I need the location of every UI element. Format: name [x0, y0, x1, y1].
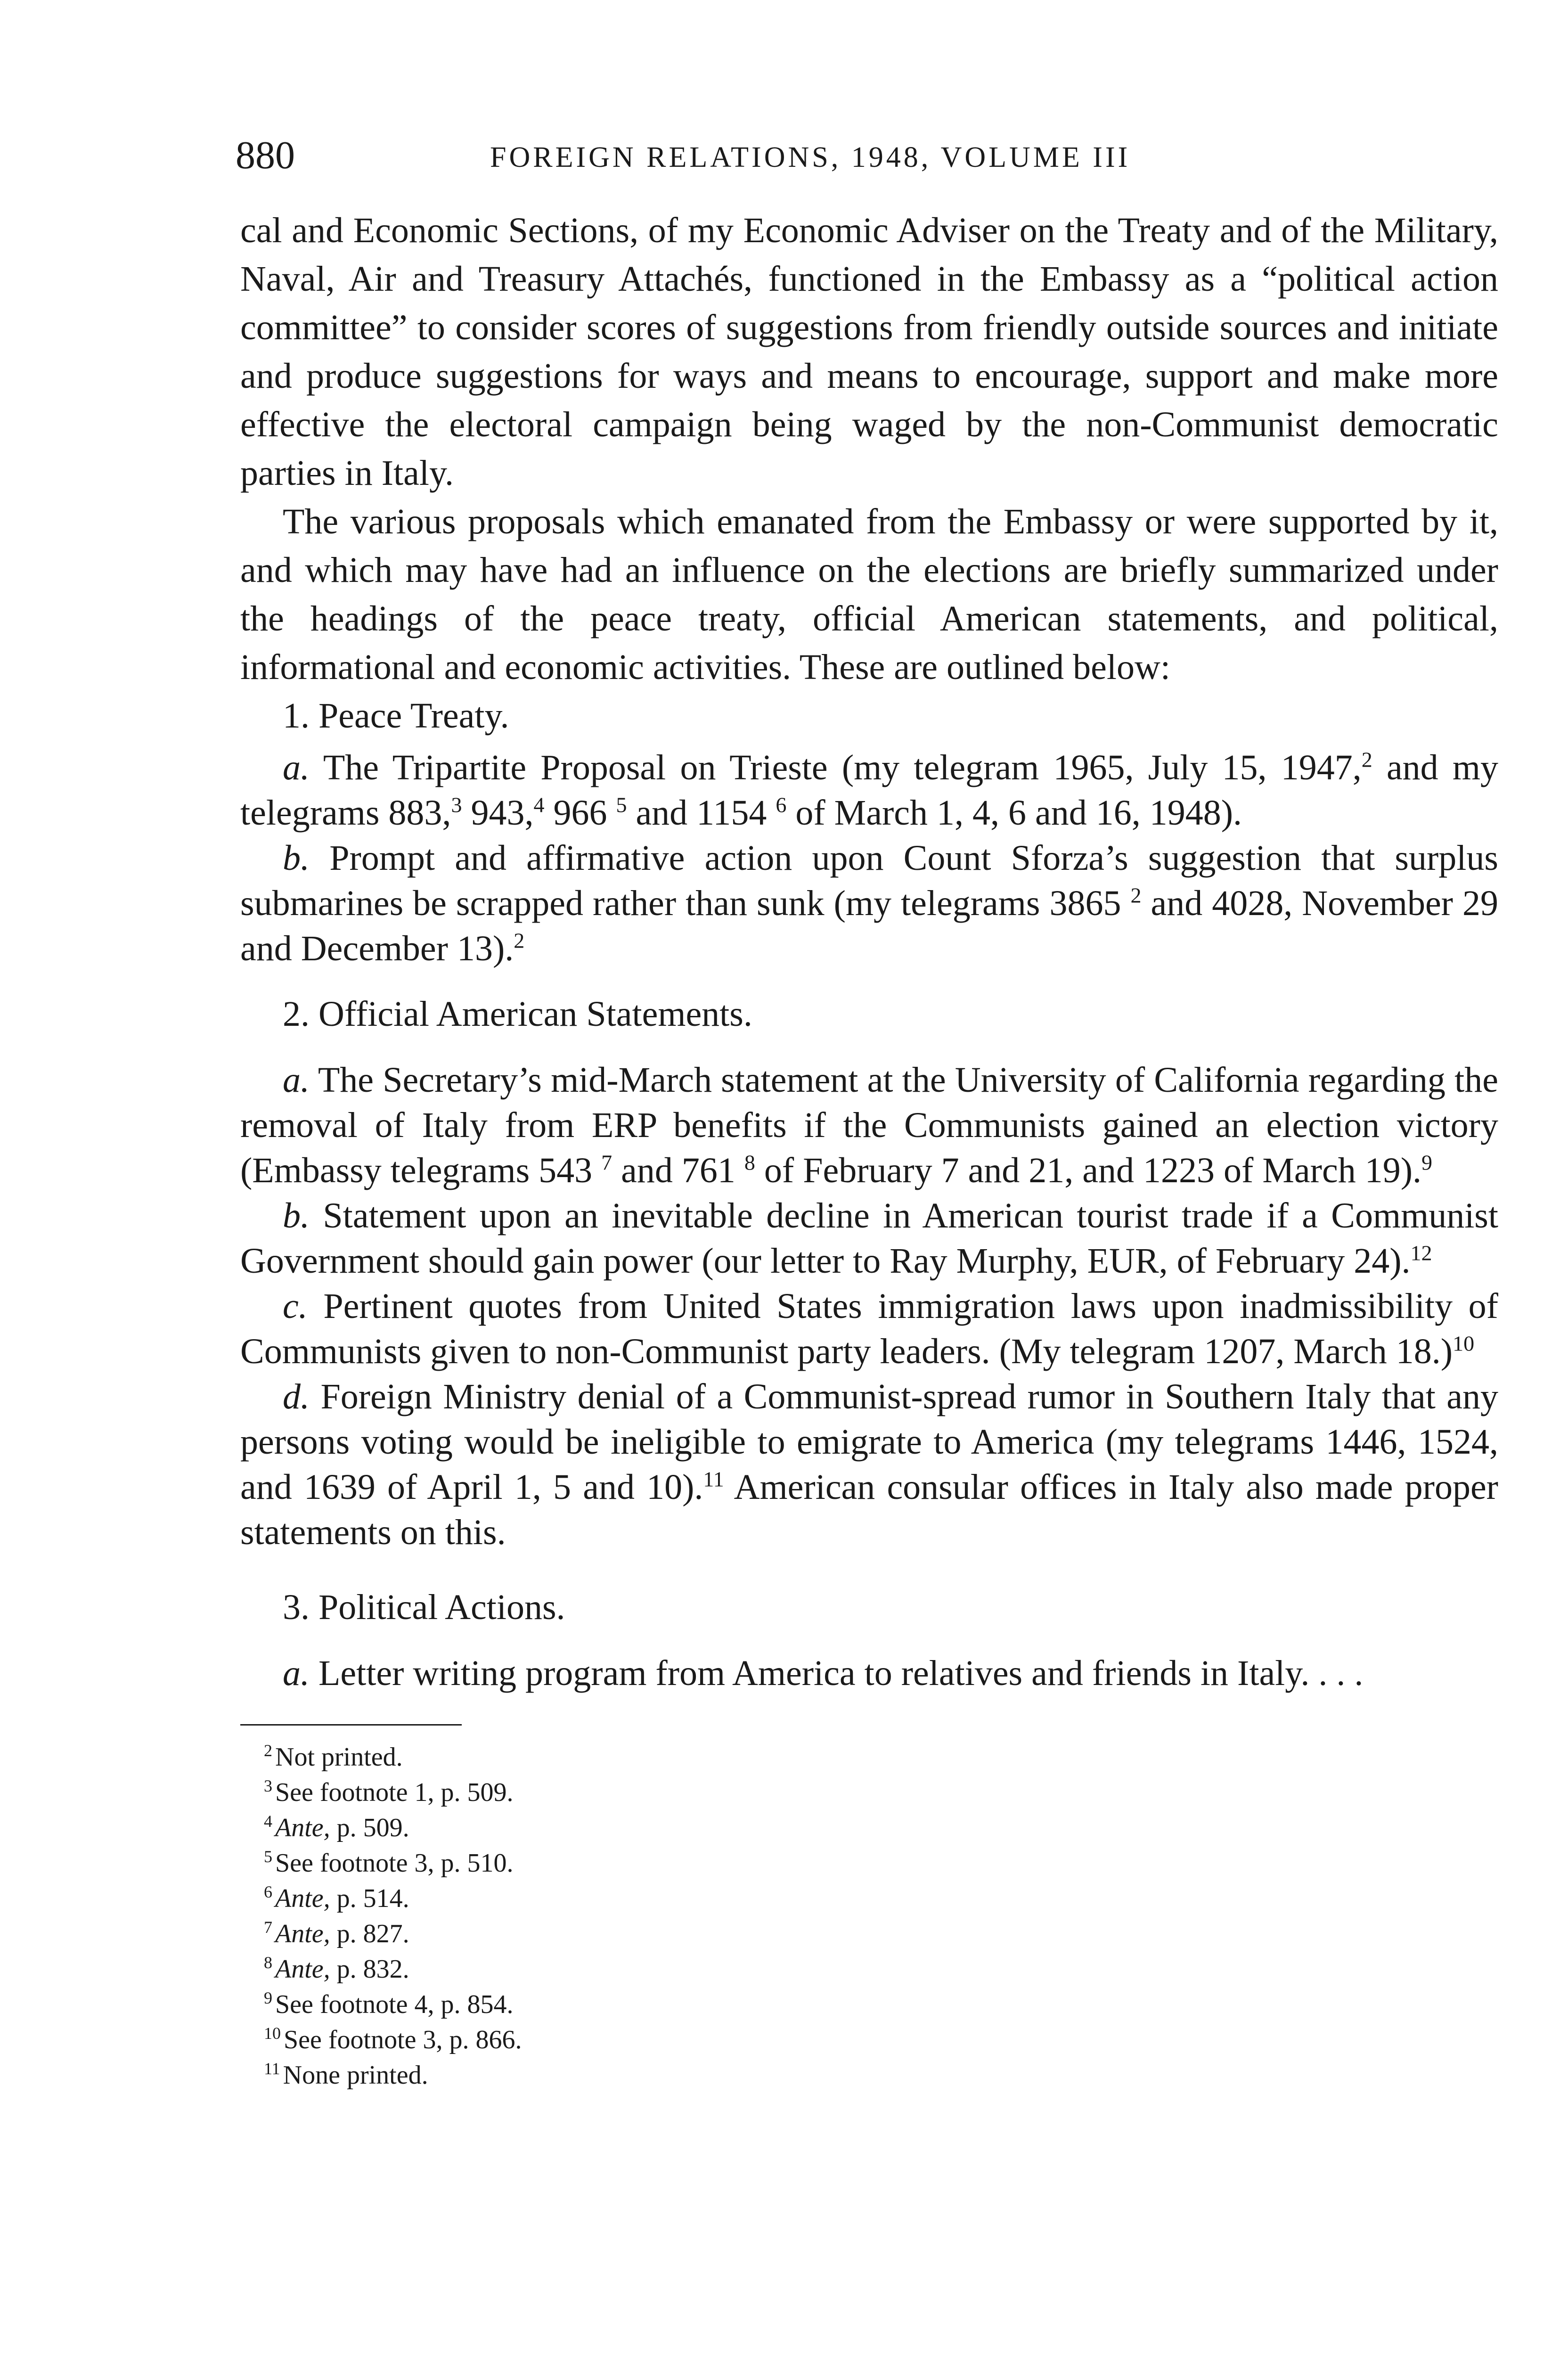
- item-letter: a.: [283, 748, 310, 787]
- footnotes-list: [264, 1740, 1498, 2093]
- running-head: FOREIGN RELATIONS, 1948, VOLUME III: [490, 141, 1131, 173]
- page-header: [236, 127, 1498, 184]
- footnote: $^6$ Ante, p. 514.: [264, 1882, 409, 1913]
- footnote-ref: 3: [451, 793, 462, 817]
- footnote-ref: 2: [1361, 747, 1372, 772]
- footnote-ref: 2: [514, 928, 525, 953]
- item-2a: a. The Secretary’s mid-March statement at the University of California regarding the removal of Italy from ERP benefits if the Communists gained an election victory (Embassy telegrams 543 $^7$ and 761 $^8$ of February 7 and 21, and 1223 of March 19).$^9$: [240, 1060, 1498, 1190]
- footnote: $^5$ See footnote 3, p. 510.: [264, 1847, 514, 1878]
- footnote-ref: 5: [616, 793, 627, 817]
- footnote-ref: 2: [1130, 883, 1142, 908]
- section-heading-official-statements: 2. Official American Statements.: [283, 994, 752, 1034]
- footnote-ref: 11: [703, 1467, 724, 1491]
- item-letter: b.: [283, 1196, 310, 1235]
- page-number: 880: [236, 133, 295, 177]
- item-3a: a. Letter writing program from America to relatives and friends in Italy. . . .: [283, 1653, 1364, 1693]
- footnote-ref: 6: [776, 793, 787, 817]
- footnote: $^9$ See footnote 4, p. 854.: [264, 1988, 514, 2019]
- item-letter: a.: [283, 1060, 310, 1100]
- section-heading-peace-treaty: 1. Peace Treaty.: [283, 696, 509, 736]
- item-1b: b. Prompt and affirmative action upon Count Sforza’s suggestion that surplus submarines be scrapped rather than sunk (my telegrams 3865 $^2$ and 4028, November 29 and December 13).$^2$: [240, 838, 1498, 968]
- footnote-ref: 10: [1453, 1331, 1475, 1356]
- document-page: [236, 127, 1498, 2093]
- footnote-divider: [240, 1724, 462, 1726]
- footnote-ref: 4: [533, 793, 545, 817]
- footnote: $^8$ Ante, p. 832.: [264, 1953, 409, 1984]
- item-letter: d.: [283, 1377, 310, 1416]
- item-2c: c. Pertinent quotes from United States immigration laws upon inadmissibility of Communists given to non-Communist party leaders. (My telegram 1207, March 18.)$^{10}$: [240, 1286, 1498, 1371]
- footnote: $^3$ See footnote 1, p. 509.: [264, 1776, 514, 1807]
- item-letter: b.: [283, 838, 310, 878]
- footnote-ref: 12: [1410, 1241, 1432, 1265]
- footnote: $^2$ Not printed.: [264, 1741, 403, 1772]
- footnote-ref: 7: [601, 1150, 612, 1175]
- item-2d: d. Foreign Ministry denial of a Communist-spread rumor in Southern Italy that any persons voting would be ineligible to emigrate to America (my telegrams 1446, 1524, and 1639 of April 1, 5 and 10).$^{11}$ American consular offices in Italy also made proper statements on this.: [240, 1377, 1498, 1552]
- item-letter: a.: [283, 1653, 310, 1693]
- footnote-ref: 8: [744, 1150, 755, 1175]
- footnote: $^4$ Ante, p. 509.: [264, 1812, 409, 1842]
- footnote: $^{11}$ None printed.: [264, 2059, 428, 2090]
- section-heading-political-actions: 3. Political Actions.: [283, 1587, 565, 1627]
- item-letter: c.: [283, 1286, 308, 1326]
- footnote: $^7$ Ante, p. 827.: [264, 1918, 409, 1948]
- item-2b: b. Statement upon an inevitable decline in American tourist trade if a Communist Government should gain power (our letter to Ray Murphy, EUR, of February 24).$^{12}$: [240, 1196, 1498, 1281]
- paragraph-proposals-intro: The various proposals which emanated from the Embassy or were supported by it, and which may have had an influence on the elections are briefly summarized under the headings of the peace treaty, official American statements, and political, informational and economic activities. These are outlined below:: [240, 502, 1498, 687]
- paragraph-continuation: cal and Economic Sections, of my Economic Adviser on the Treaty and of the Military, Naval, Air and Treasury Attachés, functioned in the Embassy as a “political action committee” to consider scores of suggestions from friendly outside sources and initiate and produce suggestions for ways and means to encourage, support and make more effective the electoral campaign being waged by the non-Communist democratic parties in Italy.: [240, 211, 1498, 493]
- footnote: $^{10}$ See footnote 3, p. 866.: [264, 2024, 522, 2054]
- item-1a: a. The Tripartite Proposal on Trieste (my telegram 1965, July 15, 1947,$^2$ and my telegrams 883,$^3$ 943,$^4$ 966 $^5$ and 1154 $^6$ of March 1, 4, 6 and 16, 1948).: [240, 747, 1498, 833]
- footnote-ref: 9: [1421, 1150, 1432, 1175]
